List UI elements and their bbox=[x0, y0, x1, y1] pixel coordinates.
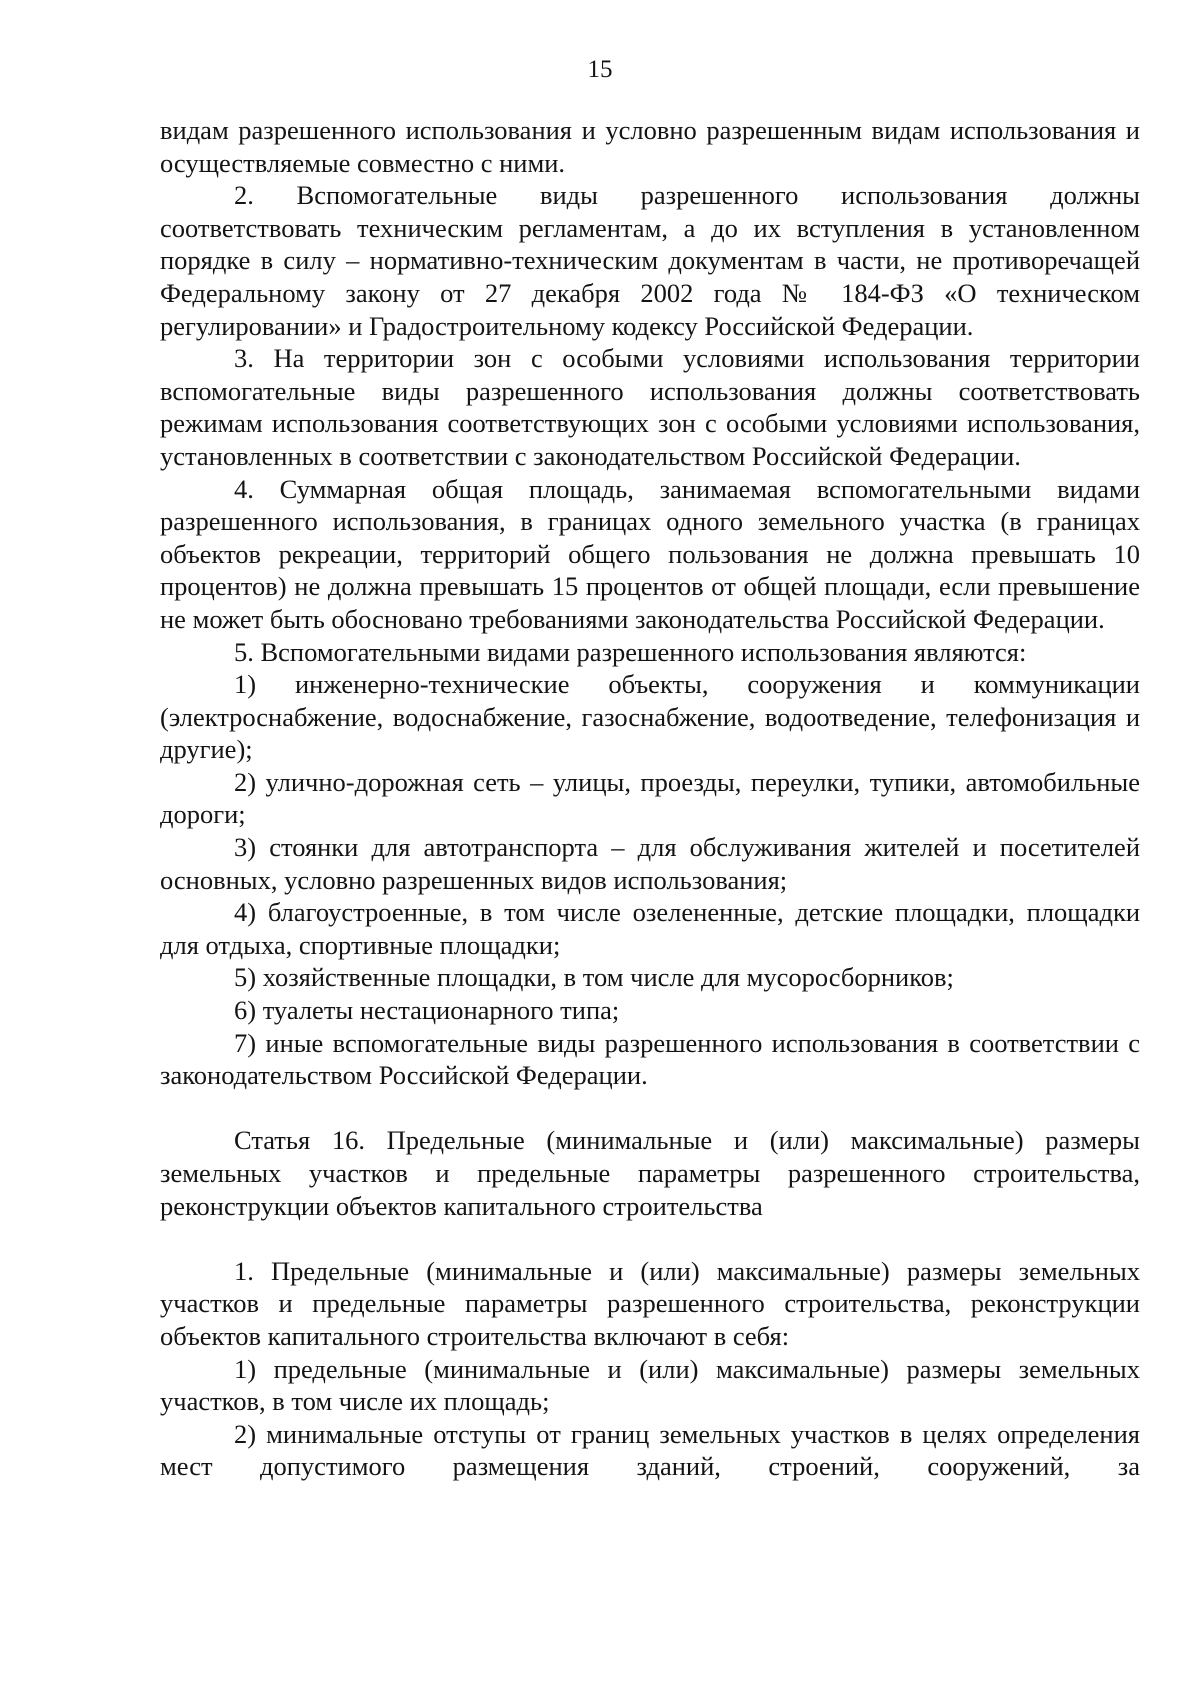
list-item-3: 3) стоянки для автотранспорта – для обслуживания жителей и посетителей основных, условно разрешенных видов использования; bbox=[160, 832, 1140, 895]
list-item-4: 4) благоустроенные, в том числе озелененные, детские площадки, площадки для отдыха, спортивные площадки; bbox=[160, 897, 1140, 960]
paragraph-item-4: 4. Суммарная общая площадь, занимаемая вспомогательными видами разрешенного использования, в границах одного земельного участка (в границах объектов рекреации, территорий общего пользования не должна превышать 10 процентов) не должна превышать 15 процентов от общей площади, если превышение не может быть обосновано требованиями законодательства Российской Федерации. bbox=[160, 473, 1140, 634]
article-heading: Статья 16. Предельные (минимальные и (или) максимальные) размеры земельных участков и предельные параметры разрешенного строительства, реконструкции объектов капитального строительства bbox=[160, 1125, 1140, 1221]
list-item-2: 2) улично-дорожная сеть – улицы, проезды, переулки, тупики, автомобильные дороги; bbox=[160, 766, 1140, 830]
paragraph-item-2: 2. Вспомогательные виды разрешенного использования должны соответствовать техническим регламентам, а до их вступления в установленном порядке в силу – нормативно-техническим документам в части, не противоречащей Федеральному закону от 27 декабря 2002 года № 184-ФЗ «О техническом регулировании» и Градостроительному кодексу Российской Федерации. bbox=[160, 180, 1140, 341]
paragraph-item-3: 3. На территории зон с особыми условиями использования территории вспомогательные виды разрешенного использования должны соответствовать режимам использования соответствующих зон с особыми условиями использования, установленных в соответствии с законодательством Российской Федерации. bbox=[160, 343, 1140, 471]
document-body bbox=[160, 114, 1140, 1483]
list-item-6: 6) туалеты нестационарного типа; bbox=[234, 995, 620, 1026]
list-item-1: 1) инженерно-технические объекты, сооружения и коммуникации (электроснабжение, водоснабжение, газоснабжение, водоотведение, телефонизация и другие); bbox=[160, 669, 1140, 765]
paragraph-continuation: видам разрешенного использования и условно разрешенным видам использования и осуществляемые совместно с ними. bbox=[160, 115, 1140, 178]
list-item-7: 7) иные вспомогательные виды разрешенного использования в соответствии с законодательством Российской Федерации. bbox=[160, 1027, 1140, 1091]
list-item-5: 5) хозяйственные площадки, в том числе для мусоросборников; bbox=[234, 962, 954, 993]
spacer bbox=[160, 1092, 1140, 1125]
spacer bbox=[160, 1222, 1140, 1255]
article-list-item-2: 2) минимальные отступы от границ земельных участков в целях определения мест допустимого размещения зданий, строений, сооружений, за bbox=[160, 1418, 1140, 1482]
article-list-item-1: 1) предельные (минимальные и (или) максимальные) размеры земельных участков, в том числе их площадь; bbox=[160, 1353, 1140, 1417]
paragraph-item-5: 5. Вспомогательными видами разрешенного использования являются: bbox=[234, 636, 1027, 667]
page-number: 15 bbox=[587, 56, 613, 83]
article-paragraph-1: 1. Предельные (минимальные и (или) максимальные) размеры земельных участков и предельные параметры разрешенного строительства, реконструкции объектов капитального строительства включают в себя: bbox=[160, 1255, 1140, 1351]
